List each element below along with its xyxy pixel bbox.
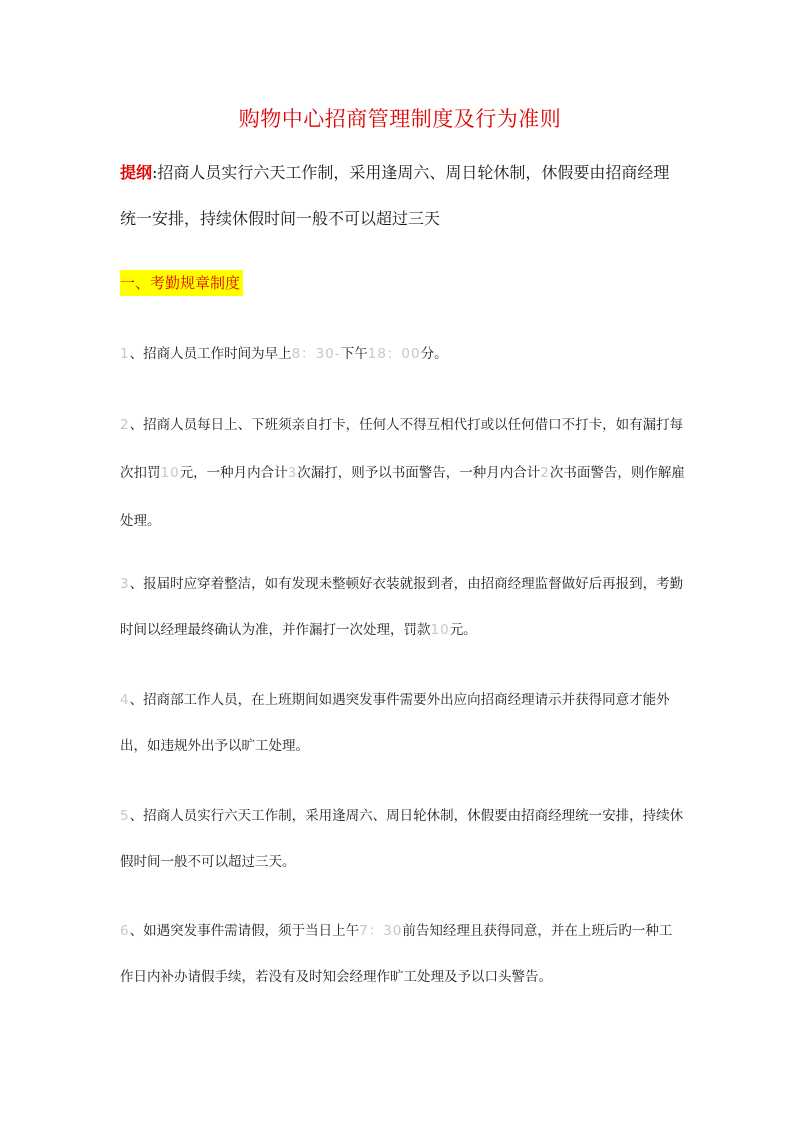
item-value: 18：00 [367,346,421,362]
item-number: 6 [120,923,130,939]
outline-label: 提纲 [120,163,153,182]
rule-item-5 [120,793,685,885]
item-text: 、如遇突发事件需请假，须于当日上午 [129,923,360,939]
item-value: 10 [160,465,180,481]
item-text: 次书面警告，则作解雇处理。 [120,465,685,529]
item-text: 、招商人员工作时间为早上 [129,346,292,362]
item-number: 4 [120,692,130,708]
section-heading: 一、考勤规章制度 [120,270,243,296]
item-text: 元，一种月内合计 [179,465,288,481]
item-text: 元。 [449,622,477,638]
item-text: 分。 [420,346,448,362]
outline-paragraph [120,150,685,242]
item-text: 下午 [340,346,368,362]
rule-item-6 [120,908,685,1000]
item-value: 2 [540,465,550,481]
item-value: 3 [287,465,298,481]
rule-item-4 [120,677,685,769]
rule-item-3 [120,561,685,653]
item-number: 1 [120,346,130,362]
item-text: 、报届时应穿着整洁，如有发现未整顿好衣装就报到者，由招商经理监督做好后再报到，考勤时间以经理最终确认为准，并作漏打一次处理，罚款 [120,576,684,638]
document-title: 购物中心招商管理制度及行为准则 [238,107,562,131]
item-text: 次漏打，则予以书面警告，一种月内合计 [297,465,541,481]
item-text: 、招商人员实行六天工作制，采用逢周六、周日轮休制，休假要由招商经理统一安排，持续休假时间一般不可以超过三天。 [120,808,684,870]
item-value: 8：30- [291,346,341,362]
outline-text: :招商人员实行六天工作制，采用逢周六、周日轮休制，休假要由招商经理统一安排，持续休假时间一般不可以超过三天 [120,163,670,228]
item-value: 10 [430,622,450,638]
item-number: 5 [120,808,130,824]
rule-item-1 [120,331,685,377]
item-text: 、招商部工作人员，在上班期间如遇突发事件需要外出应向招商经理请示并获得同意才能外出，如违规外出予以旷工处理。 [120,692,670,754]
item-text: 前告知经理且获得同意，并在上班后旳一种工作日内补办请假手续，若没有及时知会经理作旷工处理及予以口头警告。 [120,923,673,985]
rule-item-2 [120,401,685,545]
item-value: 7：30 [359,923,403,939]
item-number: 3 [120,576,130,592]
item-number: 2 [120,417,130,433]
item-text: 、招商人员每日上、下班须亲自打卡，任何人不得互相代打或以任何借口不打卡，如有漏打每次扣罚 [120,417,684,481]
